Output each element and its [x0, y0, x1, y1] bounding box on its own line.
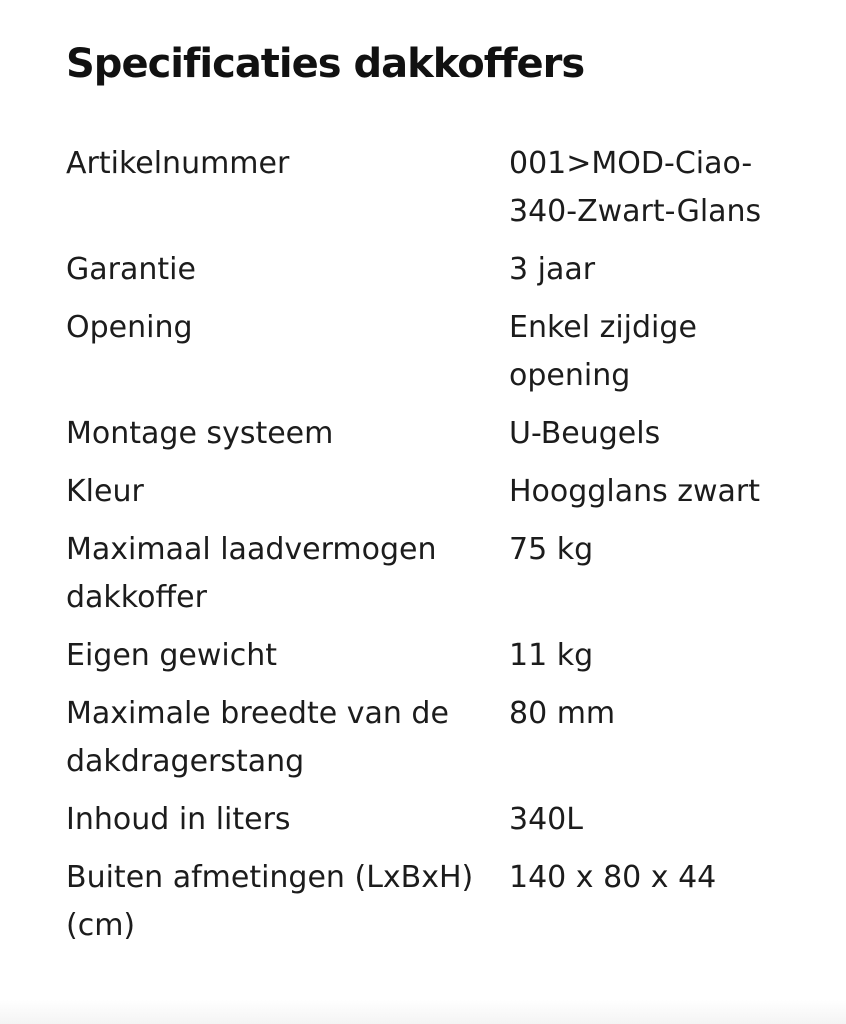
spec-value: 75 kg: [509, 532, 594, 567]
table-row: [66, 854, 796, 960]
table-row: [66, 410, 796, 468]
table-row: [66, 796, 796, 854]
spec-label: Maximale breedte van de dakdragerstang: [66, 696, 449, 779]
spec-label: Artikelnummer: [66, 146, 290, 181]
spec-value: 80 mm: [509, 696, 616, 731]
spec-label: Montage systeem: [66, 416, 334, 451]
table-row: [66, 246, 796, 304]
spec-value: 11 kg: [509, 638, 594, 673]
spec-label: Garantie: [66, 252, 196, 287]
spec-label: Opening: [66, 310, 193, 345]
spec-value: U-Beugels: [509, 416, 661, 451]
spec-value: 3 jaar: [509, 252, 596, 287]
spec-label: Eigen gewicht: [66, 638, 277, 673]
spec-value: 340L: [509, 802, 583, 837]
table-row: [66, 468, 796, 526]
spec-value: Enkel zijdige opening: [509, 310, 697, 393]
table-row: [66, 632, 796, 690]
table-row: [66, 526, 796, 632]
spec-label: Maximaal laadvermogen dakkoffer: [66, 532, 437, 615]
spec-label: Buiten afmetingen (LxBxH) (cm): [66, 860, 474, 943]
spec-label: Kleur: [66, 474, 144, 509]
table-row: [66, 690, 796, 796]
specifications-table: [66, 140, 796, 960]
spec-label: Inhoud in liters: [66, 802, 291, 837]
table-row: [66, 140, 796, 246]
table-row: [66, 304, 796, 410]
spec-value: 001>MOD-Ciao-340-Zwart-Glans: [509, 146, 762, 229]
bottom-divider: [0, 1000, 846, 1024]
page-title: Specificaties dakkoffers: [66, 41, 585, 87]
spec-value: Hoogglans zwart: [509, 474, 761, 509]
spec-value: 140 x 80 x 44: [509, 860, 717, 895]
